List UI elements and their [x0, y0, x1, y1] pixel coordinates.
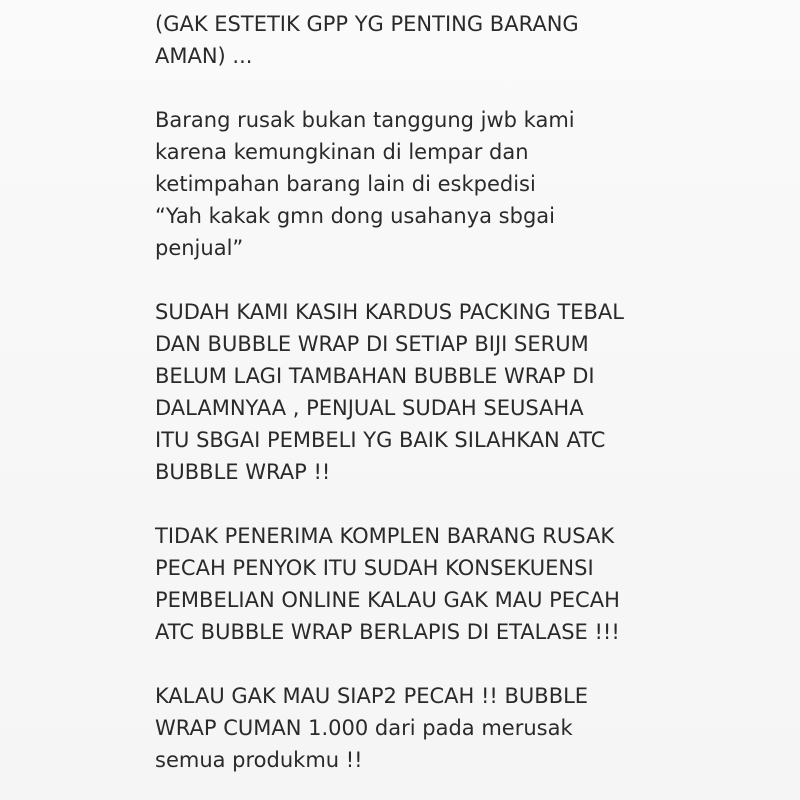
note-text-body — [155, 8, 785, 776]
paragraph-packing-notice — [155, 8, 785, 72]
text-line: Barang rusak bukan tanggung jwb kami — [155, 108, 575, 132]
text-line: DAN BUBBLE WRAP DI SETIAP BIJI SERUM — [155, 332, 589, 356]
text-line: semua produkmu !! — [155, 748, 363, 772]
text-line: BUBBLE WRAP !! — [155, 460, 331, 484]
text-line: SUDAH KAMI KASIH KARDUS PACKING TEBAL — [155, 300, 624, 324]
text-line: ATC BUBBLE WRAP BERLAPIS DI ETALASE !!! — [155, 620, 620, 644]
text-line: ITU SBGAI PEMBELI YG BAIK SILAHKAN ATC — [155, 428, 606, 452]
text-line: ketimpahan barang lain di eskpedisi — [155, 172, 536, 196]
text-line: KALAU GAK MAU SIAP2 PECAH !! BUBBLE — [155, 684, 589, 708]
paragraph-bubble-wrap-price — [155, 680, 785, 776]
text-line: (GAK ESTETIK GPP YG PENTING BARANG — [155, 12, 579, 36]
text-line: PEMBELIAN ONLINE KALAU GAK MAU PECAH — [155, 588, 620, 612]
text-line: penjual” — [155, 236, 244, 260]
paragraph-damage-disclaimer — [155, 104, 785, 264]
text-line: “Yah kakak gmn dong usahanya sbgai — [155, 204, 555, 228]
text-line: WRAP CUMAN 1.000 dari pada merusak — [155, 716, 573, 740]
text-line: karena kemungkinan di lempar dan — [155, 140, 529, 164]
paragraph-packing-details — [155, 296, 785, 488]
paragraph-no-complaints — [155, 520, 785, 648]
text-line: DALAMNYAA , PENJUAL SUDAH SEUSAHA — [155, 396, 584, 420]
text-line: AMAN) ... — [155, 44, 253, 68]
text-line: BELUM LAGI TAMBAHAN BUBBLE WRAP DI — [155, 364, 595, 388]
text-line: TIDAK PENERIMA KOMPLEN BARANG RUSAK — [155, 524, 615, 548]
text-line: PECAH PENYOK ITU SUDAH KONSEKUENSI — [155, 556, 594, 580]
